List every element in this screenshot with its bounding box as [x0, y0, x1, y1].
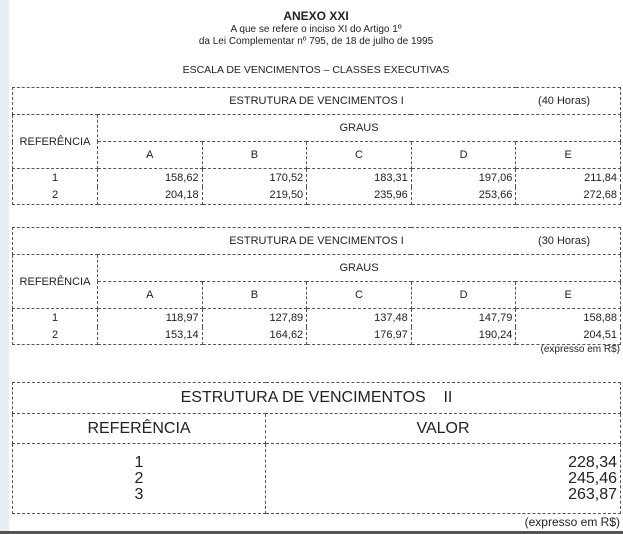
table-title: ESTRUTURA DE VENCIMENTOS I: [229, 95, 404, 107]
cell-value: 204,18: [98, 187, 203, 205]
currency-note-1: (expresso em R$): [540, 344, 620, 355]
row-ref: 1: [13, 309, 98, 327]
cell-value: 197,06: [411, 169, 516, 187]
value-1: 228,34: [568, 453, 617, 471]
col-header: A: [98, 282, 203, 309]
currency-note-2: (expresso em R$): [524, 515, 620, 529]
doc-line1: A que se refere o inciso XI do Artigo 1º: [230, 24, 402, 35]
col-header: E: [516, 142, 621, 169]
doc-line2: da Lei Complementar nº 795, de 18 de julho de 1995: [198, 36, 434, 47]
value-3: 263,87: [568, 485, 617, 503]
ref-header: REFERÊNCIA: [13, 255, 98, 309]
table-row: [13, 187, 621, 205]
col-header: B: [202, 282, 307, 309]
cell-value: 164,62: [202, 327, 307, 345]
cell-value: 137,48: [307, 309, 412, 327]
cell-value: 147,79: [411, 309, 516, 327]
table-30h: [12, 227, 621, 345]
hours-label: (40 Horas): [538, 95, 590, 107]
cell-value: 190,24: [411, 327, 516, 345]
cell-value: 158,62: [98, 169, 203, 187]
table-40h: [12, 87, 621, 205]
cell-value: 118,97: [98, 309, 203, 327]
table3-ref-header: REFERÊNCIA: [13, 414, 266, 444]
col-header: D: [411, 282, 516, 309]
ref-2: 2: [134, 469, 144, 487]
table-row: [13, 309, 621, 327]
cell-value: 127,89: [202, 309, 307, 327]
ref-3: 3: [134, 485, 144, 503]
doc-title: ANEXO XXI: [283, 9, 349, 23]
table-row: [13, 169, 621, 187]
cell-value: 153,14: [98, 327, 203, 345]
row-ref: 2: [13, 187, 98, 205]
graus-header: GRAUS: [98, 255, 621, 282]
col-header: C: [307, 282, 412, 309]
col-header: C: [307, 142, 412, 169]
ref-1: 1: [134, 453, 144, 471]
cell-value: 183,31: [307, 169, 412, 187]
cell-value: 211,84: [516, 169, 621, 187]
col-header: B: [202, 142, 307, 169]
table-estrutura-ii: [12, 382, 621, 514]
graus-header: GRAUS: [98, 115, 621, 142]
cell-value: 272,68: [516, 187, 621, 205]
value-2: 245,46: [568, 469, 617, 487]
ref-header: REFERÊNCIA: [13, 115, 98, 169]
row-ref: 1: [13, 169, 98, 187]
cell-value: 204,51: [516, 327, 621, 345]
col-header: D: [411, 142, 516, 169]
table3-value-header: VALOR: [266, 414, 621, 444]
col-header: E: [516, 282, 621, 309]
cell-value: 253,66: [411, 187, 516, 205]
cell-value: 170,52: [202, 169, 307, 187]
col-header: A: [98, 142, 203, 169]
doc-subtitle: ESCALA DE VENCIMENTOS – CLASSES EXECUTIVAS: [182, 64, 450, 76]
cell-value: 219,50: [202, 187, 307, 205]
table-row: [13, 327, 621, 345]
table3-title: ESTRUTURA DE VENCIMENTOS II: [13, 383, 621, 414]
hours-label: (30 Horas): [538, 235, 590, 247]
cell-value: 176,97: [307, 327, 412, 345]
table-title: ESTRUTURA DE VENCIMENTOS I: [229, 235, 404, 247]
row-ref: 2: [13, 327, 98, 345]
cell-value: 235,96: [307, 187, 412, 205]
cell-value: 158,88: [516, 309, 621, 327]
left-margin: [0, 0, 9, 534]
